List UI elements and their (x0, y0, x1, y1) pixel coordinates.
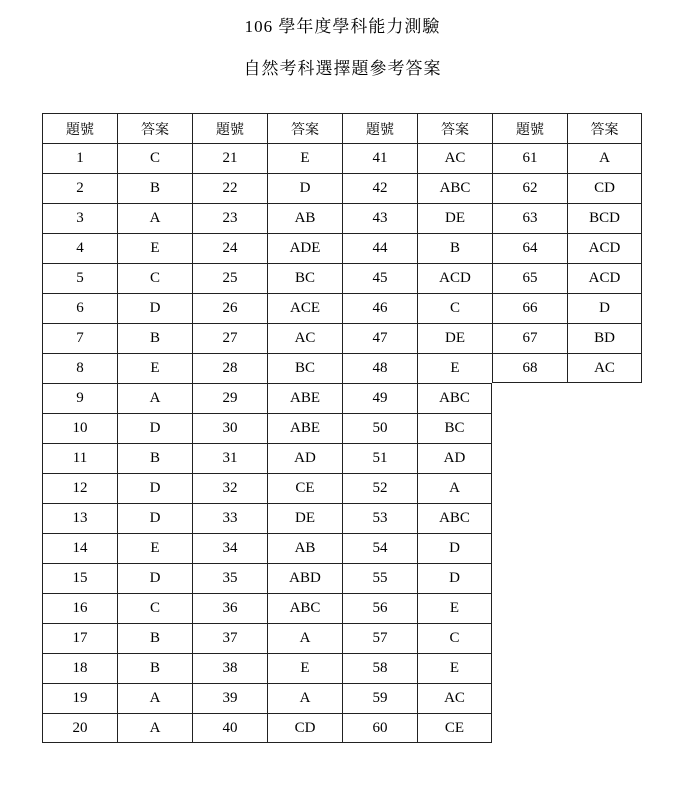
answer-value: BD (567, 323, 642, 353)
question-number: 14 (42, 533, 117, 563)
answer-value: AC (417, 683, 492, 713)
empty-cell (492, 563, 567, 593)
answer-value: E (117, 233, 192, 263)
question-number: 1 (42, 143, 117, 173)
empty-cell (567, 713, 642, 743)
empty-cell (567, 563, 642, 593)
question-number: 54 (342, 533, 417, 563)
answer-value: D (417, 533, 492, 563)
question-number: 40 (192, 713, 267, 743)
answer-value: AB (267, 203, 342, 233)
empty-cell (567, 383, 642, 413)
question-number: 18 (42, 653, 117, 683)
question-number: 8 (42, 353, 117, 383)
question-number: 67 (492, 323, 567, 353)
header-answer: 答案 (117, 113, 192, 143)
answer-value: C (417, 623, 492, 653)
question-number: 60 (342, 713, 417, 743)
question-number: 13 (42, 503, 117, 533)
empty-cell (492, 413, 567, 443)
question-number: 65 (492, 263, 567, 293)
question-number: 63 (492, 203, 567, 233)
question-number: 49 (342, 383, 417, 413)
question-number: 45 (342, 263, 417, 293)
answer-value: ABE (267, 413, 342, 443)
question-number: 9 (42, 383, 117, 413)
question-number: 4 (42, 233, 117, 263)
answer-value: DE (417, 203, 492, 233)
page-subtitle: 自然考科選擇題參考答案 (243, 59, 442, 78)
question-number: 59 (342, 683, 417, 713)
question-number: 57 (342, 623, 417, 653)
empty-cell (567, 443, 642, 473)
page-title: 106 學年度學科能力測驗 (244, 17, 441, 36)
question-number: 64 (492, 233, 567, 263)
header-question-number: 題號 (192, 113, 267, 143)
question-number: 27 (192, 323, 267, 353)
question-number: 52 (342, 473, 417, 503)
empty-cell (567, 683, 642, 713)
answer-value: E (267, 653, 342, 683)
answer-value: D (117, 413, 192, 443)
answer-value: ABC (417, 503, 492, 533)
question-number: 68 (492, 353, 567, 383)
question-number: 34 (192, 533, 267, 563)
question-number: 66 (492, 293, 567, 323)
question-number: 23 (192, 203, 267, 233)
answer-value: A (267, 683, 342, 713)
answer-value: AC (417, 143, 492, 173)
empty-cell (567, 593, 642, 623)
answer-value: E (117, 533, 192, 563)
answer-value: A (117, 203, 192, 233)
question-number: 28 (192, 353, 267, 383)
question-number: 6 (42, 293, 117, 323)
answer-table (42, 113, 642, 743)
question-number: 2 (42, 173, 117, 203)
question-number: 35 (192, 563, 267, 593)
answer-value: ABE (267, 383, 342, 413)
question-number: 26 (192, 293, 267, 323)
answer-value: ABD (267, 563, 342, 593)
question-number: 16 (42, 593, 117, 623)
header-question-number: 題號 (42, 113, 117, 143)
question-number: 17 (42, 623, 117, 653)
question-number: 56 (342, 593, 417, 623)
question-number: 25 (192, 263, 267, 293)
answer-value: D (117, 473, 192, 503)
question-number: 24 (192, 233, 267, 263)
answer-value: ACD (567, 233, 642, 263)
header-answer: 答案 (267, 113, 342, 143)
question-number: 31 (192, 443, 267, 473)
header-question-number: 題號 (342, 113, 417, 143)
empty-cell (492, 473, 567, 503)
answer-value: B (117, 443, 192, 473)
question-number: 50 (342, 413, 417, 443)
question-number: 41 (342, 143, 417, 173)
question-number: 11 (42, 443, 117, 473)
answer-value: D (417, 563, 492, 593)
answer-value: A (117, 713, 192, 743)
answer-value: CE (417, 713, 492, 743)
question-number: 10 (42, 413, 117, 443)
answer-value: B (117, 653, 192, 683)
header-question-number: 題號 (492, 113, 567, 143)
answer-value: D (117, 563, 192, 593)
question-number: 36 (192, 593, 267, 623)
answer-value: DE (417, 323, 492, 353)
answer-value: D (117, 503, 192, 533)
question-number: 53 (342, 503, 417, 533)
answer-value: A (417, 473, 492, 503)
answer-value: ACE (267, 293, 342, 323)
answer-value: B (417, 233, 492, 263)
empty-cell (492, 623, 567, 653)
question-number: 61 (492, 143, 567, 173)
answer-value: C (417, 293, 492, 323)
question-number: 32 (192, 473, 267, 503)
answer-value: B (117, 173, 192, 203)
empty-cell (492, 503, 567, 533)
answer-value: AC (267, 323, 342, 353)
question-number: 46 (342, 293, 417, 323)
question-number: 5 (42, 263, 117, 293)
answer-value: E (417, 653, 492, 683)
empty-cell (492, 713, 567, 743)
question-number: 48 (342, 353, 417, 383)
question-number: 62 (492, 173, 567, 203)
empty-cell (492, 443, 567, 473)
question-number: 29 (192, 383, 267, 413)
question-number: 43 (342, 203, 417, 233)
header-answer: 答案 (567, 113, 642, 143)
question-number: 55 (342, 563, 417, 593)
question-number: 21 (192, 143, 267, 173)
answer-value: CD (567, 173, 642, 203)
question-number: 19 (42, 683, 117, 713)
answer-value: BC (267, 263, 342, 293)
answer-value: AD (267, 443, 342, 473)
question-number: 58 (342, 653, 417, 683)
question-number: 33 (192, 503, 267, 533)
question-number: 42 (342, 173, 417, 203)
answer-value: BC (417, 413, 492, 443)
answer-value: AB (267, 533, 342, 563)
question-number: 12 (42, 473, 117, 503)
question-number: 22 (192, 173, 267, 203)
answer-value: D (267, 173, 342, 203)
question-number: 15 (42, 563, 117, 593)
answer-value: ACD (567, 263, 642, 293)
answer-value: AC (567, 353, 642, 383)
empty-cell (492, 593, 567, 623)
question-number: 47 (342, 323, 417, 353)
question-number: 44 (342, 233, 417, 263)
answer-value: ADE (267, 233, 342, 263)
question-number: 38 (192, 653, 267, 683)
answer-value: CE (267, 473, 342, 503)
answer-value: ABC (417, 383, 492, 413)
answer-value: ACD (417, 263, 492, 293)
empty-cell (492, 653, 567, 683)
answer-value: A (567, 143, 642, 173)
answer-value: E (117, 353, 192, 383)
question-number: 20 (42, 713, 117, 743)
question-number: 51 (342, 443, 417, 473)
answer-value: C (117, 143, 192, 173)
answer-value: C (117, 593, 192, 623)
answer-value: C (117, 263, 192, 293)
question-number: 39 (192, 683, 267, 713)
answer-value: ABC (417, 173, 492, 203)
answer-value: E (417, 593, 492, 623)
answer-value: B (117, 623, 192, 653)
answer-value: BC (267, 353, 342, 383)
answer-value: A (117, 683, 192, 713)
empty-cell (567, 503, 642, 533)
answer-value: E (417, 353, 492, 383)
answer-value: DE (267, 503, 342, 533)
answer-value: CD (267, 713, 342, 743)
question-number: 7 (42, 323, 117, 353)
answer-value: BCD (567, 203, 642, 233)
empty-cell (492, 383, 567, 413)
answer-value: B (117, 323, 192, 353)
answer-value: D (117, 293, 192, 323)
question-number: 3 (42, 203, 117, 233)
answer-value: A (267, 623, 342, 653)
empty-cell (567, 473, 642, 503)
question-number: 37 (192, 623, 267, 653)
answer-value: A (117, 383, 192, 413)
empty-cell (567, 413, 642, 443)
answer-value: D (567, 293, 642, 323)
question-number: 30 (192, 413, 267, 443)
answer-value: AD (417, 443, 492, 473)
empty-cell (567, 623, 642, 653)
answer-value: ABC (267, 593, 342, 623)
header-answer: 答案 (417, 113, 492, 143)
empty-cell (567, 533, 642, 563)
answer-value: E (267, 143, 342, 173)
empty-cell (492, 533, 567, 563)
empty-cell (492, 683, 567, 713)
empty-cell (567, 653, 642, 683)
